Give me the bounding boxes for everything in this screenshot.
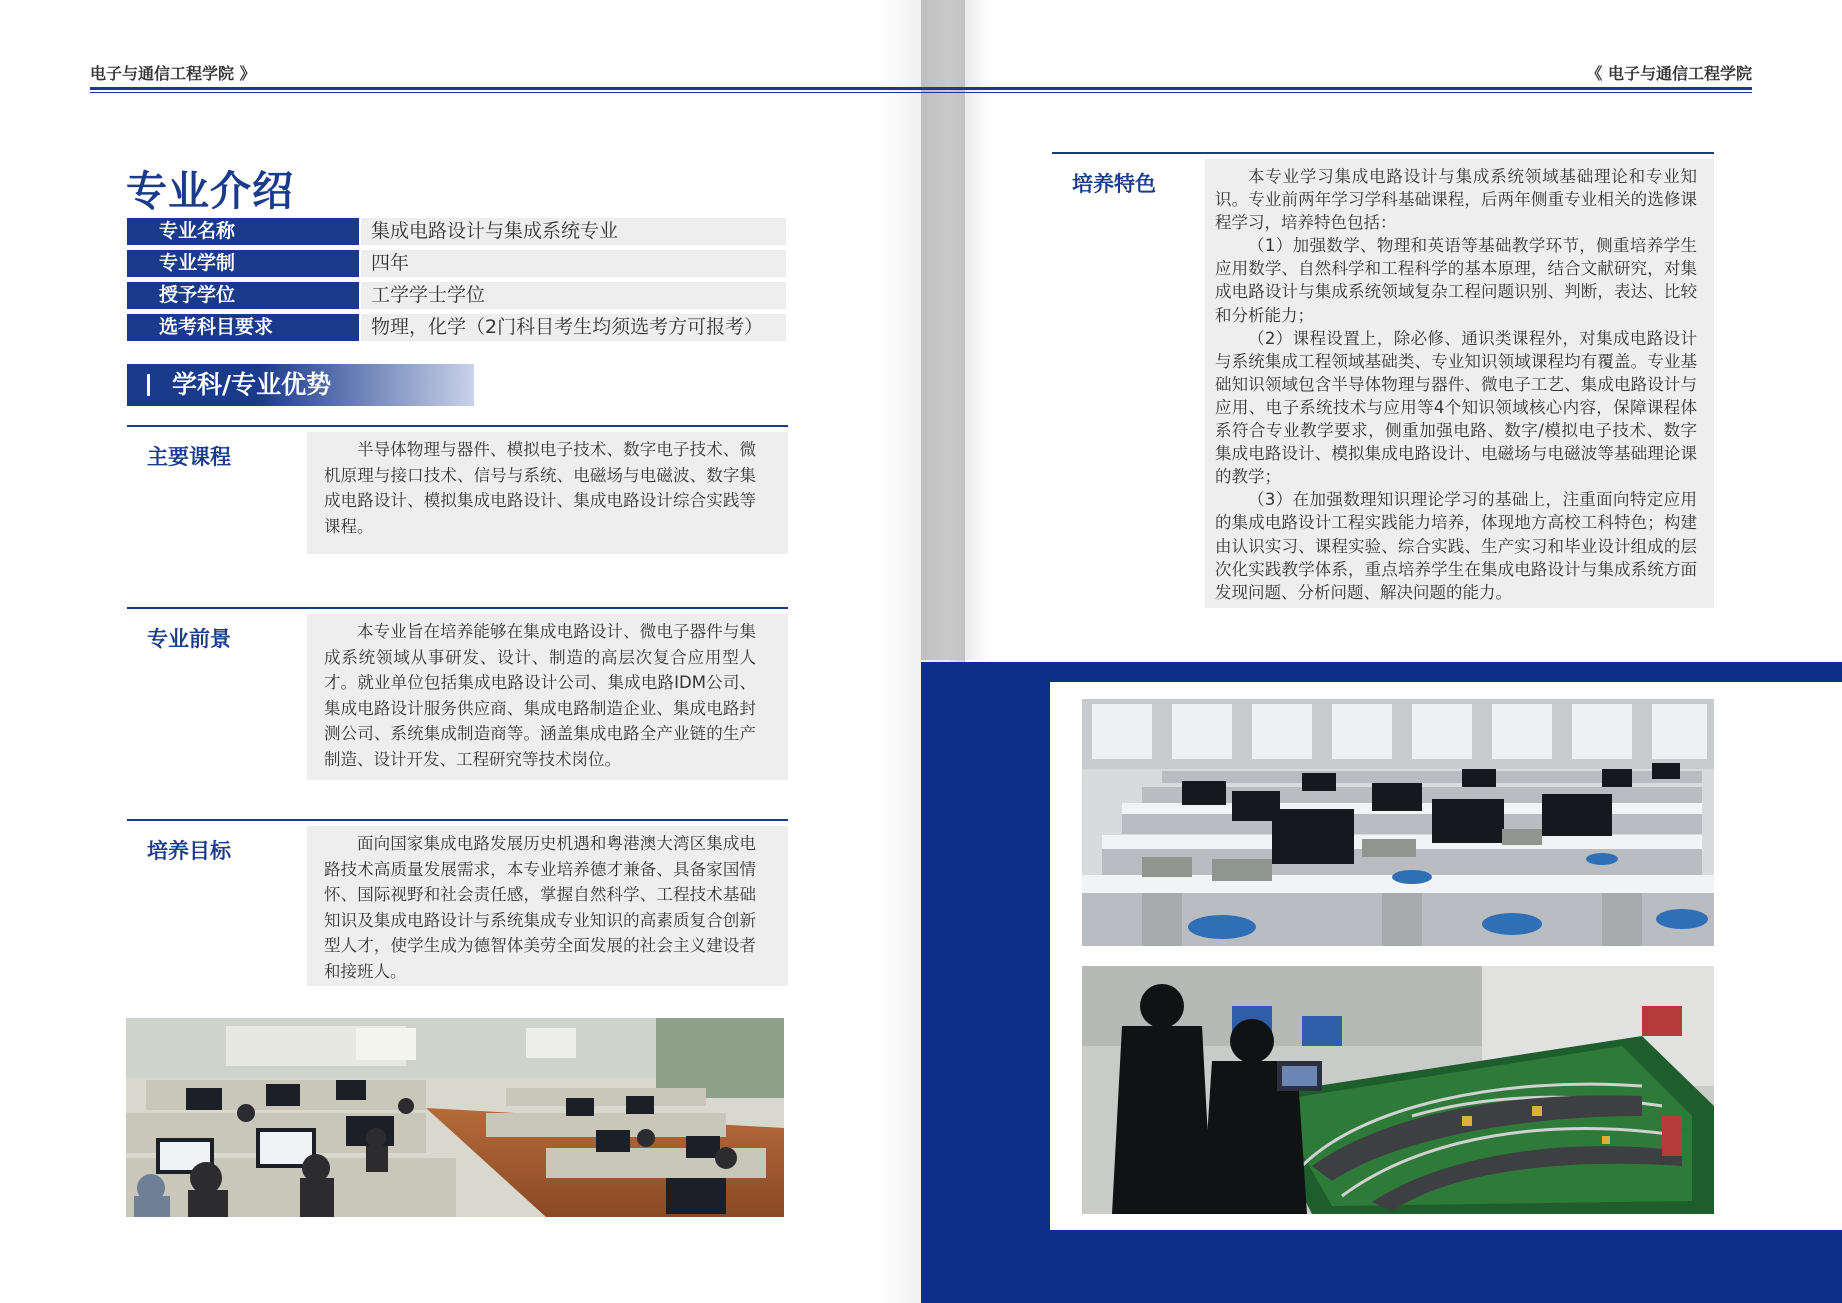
info-row <box>127 218 786 245</box>
info-label: 授予学位 <box>127 282 359 309</box>
banner-bar <box>147 374 150 396</box>
feature-text <box>1215 165 1697 604</box>
info-row <box>127 314 786 341</box>
feature-text-box <box>1205 159 1714 608</box>
info-label: 专业名称 <box>127 218 359 245</box>
info-value: 工学学士学位 <box>361 282 786 309</box>
info-label: 选考科目要求 <box>127 314 359 341</box>
info-value: 集成电路设计与集成系统专业 <box>361 218 786 245</box>
block-label: 主要课程 <box>147 445 231 469</box>
block-rule <box>127 819 788 821</box>
feature-paragraph: （1）加强数学、物理和英语等基础教学环节，侧重培养学生应用数学、自然科学和工程科学的基本原理，结合文献研究，对集成电路设计与集成系统领域复杂工程问题识别、判断，表达、比较和分析能力； <box>1215 236 1697 325</box>
info-value: 物理，化学（2门科目考生均须选考方可报考） <box>361 314 786 341</box>
block-text: 半导体物理与器件、模拟电子技术、数字电子技术、微机原理与接口技术、信号与系统、电磁场与电磁波、数字集成电路设计、模拟集成电路设计、集成电路设计综合实践等课程。 <box>324 440 756 536</box>
block-rule <box>127 425 788 427</box>
info-label: 专业学制 <box>127 250 359 277</box>
block-text: 面向国家集成电路发展历史机遇和粤港澳大湾区集成电路技术高质量发展需求，本专业培养德才兼备、具备家国情怀、国际视野和社会责任感，掌握自然科学、工程技术基础知识及集成电路设计与系统集成专业知识的高素质复合创新型人才，使学生成为德智体美劳全面发展的社会主义建设者和接班人。 <box>324 834 756 981</box>
block-text-box <box>307 826 788 986</box>
electronics-lab-photo <box>1082 699 1714 946</box>
block-text-box <box>307 614 788 780</box>
computer-lab-photo <box>126 1018 784 1217</box>
smart-car-track-photo <box>1082 966 1714 1214</box>
section-banner-text: 学科/专业优势 <box>172 370 332 399</box>
feature-paragraph: （2）课程设置上，除必修、通识类课程外，对集成电路设计与系统集成工程领域基础类、专业知识领域课程均有覆盖。专业基础知识领域包含半导体物理与器件、微电子工艺、集成电路设计与应用、电子系统技术与应用等4个知识领域核心内容，保障课程体系符合专业教学要求，侧重加强电路、数字/模拟电子技术、数字集成电路设计、模拟集成电路设计、电磁场与电磁波等基础理论课的教学； <box>1215 328 1697 487</box>
info-value: 四年 <box>361 250 786 277</box>
header-rule-thin <box>90 92 1752 93</box>
section-banner <box>127 364 474 406</box>
block-label: 培养目标 <box>147 839 231 863</box>
page-gutter-shadow-right <box>921 0 991 660</box>
info-row <box>127 282 786 309</box>
feature-paragraph: （3）在加强数理知识理论学习的基础上，注重面向特定应用的集成电路设计工程实践能力培养，体现地方高校工科特色；构建由认识实习、课程实验、综合实践、生产实习和毕业设计组成的层次化实践教学体系，重点培养学生在集成电路设计与集成系统方面发现问题、分析问题、解决问题的能力。 <box>1215 490 1697 602</box>
running-header-left: 电子与通信工程学院 》 <box>90 64 256 83</box>
page-title: 专业介绍 <box>126 167 294 215</box>
block-rule <box>127 607 788 609</box>
feature-label: 培养特色 <box>1072 172 1156 196</box>
header-rule <box>90 87 1752 90</box>
running-header-right: 《 电子与通信工程学院 <box>1586 64 1752 83</box>
block-text: 本专业旨在培养能够在集成电路设计、微电子器件与集成系统领域从事研发、设计、制造的高层次复合应用型人才。就业单位包括集成电路设计公司、集成电路IDM公司、集成电路设计服务供应商、集成电路制造企业、集成电路封测公司、系统集成制造商等。涵盖集成电路全产业链的生产制造、设计开发、工程研究等技术岗位。 <box>324 622 756 769</box>
block-label: 专业前景 <box>147 627 231 651</box>
block-text-box <box>307 432 788 554</box>
block-rule <box>1052 152 1714 154</box>
feature-paragraph: 本专业学习集成电路设计与集成系统领域基础理论和专业知识。专业前两年学习学科基础课程，后两年侧重专业相关的选修课程学习，培养特色包括： <box>1215 167 1697 233</box>
info-row <box>127 250 786 277</box>
